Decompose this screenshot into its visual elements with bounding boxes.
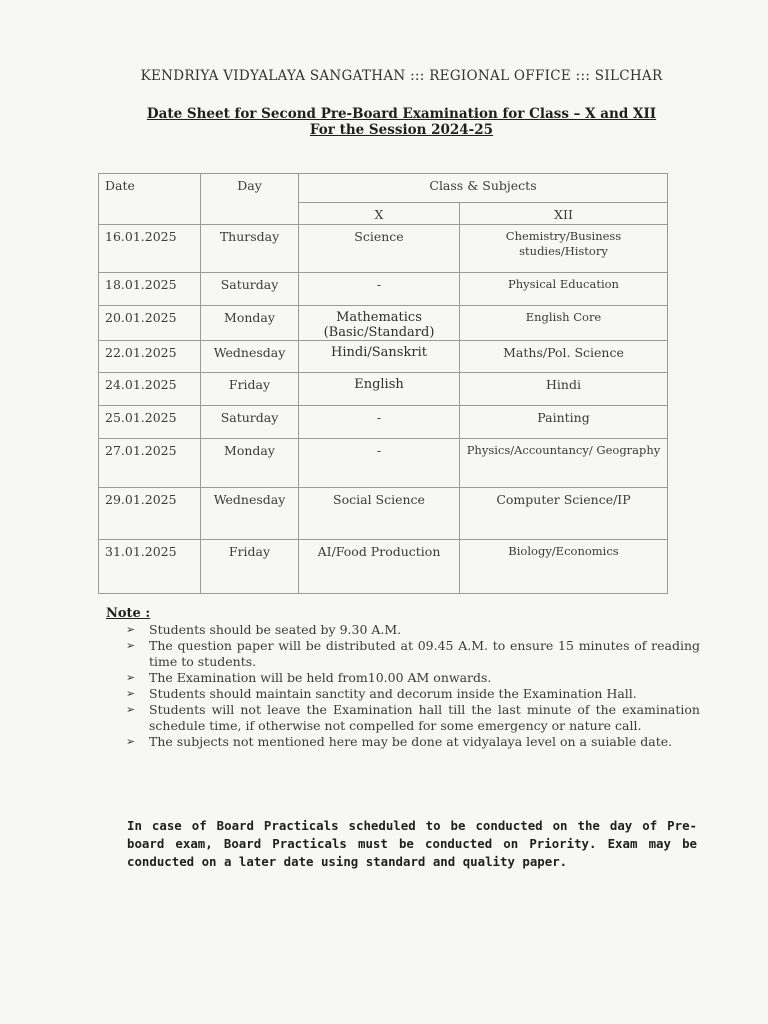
row-date: 20.01.2025 — [99, 306, 201, 341]
row-date: 29.01.2025 — [99, 488, 201, 540]
row-class-x: - — [299, 439, 460, 488]
header-day: Day — [201, 174, 299, 225]
row-class-x: Mathematics (Basic/Standard) — [299, 306, 460, 341]
row-date: 25.01.2025 — [99, 406, 201, 439]
list-item — [126, 670, 700, 686]
note-text: Students will not leave the Examination hall till the last minute of the examination schedule time, if otherwise not compelled for some emergency or nature call. — [149, 702, 700, 733]
row-class-xii: Physics/Accountancy/ Geography — [460, 439, 668, 488]
row-class-x: Hindi/Sanskrit — [299, 341, 460, 373]
row-class-x: Science — [299, 225, 460, 273]
row-day: Monday — [201, 306, 299, 341]
list-item — [126, 686, 700, 702]
row-day: Saturday — [201, 406, 299, 439]
title-line-2: For the Session 2024-25 — [309, 122, 494, 138]
note-text: The question paper will be distributed at 09.45 A.M. to ensure 15 minutes of reading time to students. — [149, 638, 700, 669]
arrow-bullet-icon: ➢ — [126, 703, 136, 716]
list-item — [126, 702, 700, 734]
table-row — [99, 341, 668, 373]
row-class-x: - — [299, 406, 460, 439]
row-day: Saturday — [201, 273, 299, 306]
arrow-bullet-icon: ➢ — [126, 671, 136, 684]
row-day: Friday — [201, 540, 299, 594]
row-date: 24.01.2025 — [99, 373, 201, 406]
arrow-bullet-icon: ➢ — [126, 735, 136, 748]
note-text: The Examination will be held from10.00 AM onwards. — [149, 670, 492, 685]
table-row — [99, 373, 668, 406]
row-day: Thursday — [201, 225, 299, 273]
row-class-xii: English Core — [460, 306, 668, 341]
document-title — [0, 106, 768, 138]
row-day: Wednesday — [201, 341, 299, 373]
row-class-xii: Painting — [460, 406, 668, 439]
row-class-xii: Physical Education — [460, 273, 668, 306]
list-item — [126, 734, 700, 750]
table-row — [99, 225, 668, 273]
list-item — [126, 638, 700, 670]
org-header: KENDRIYA VIDYALAYA SANGATHAN ::: REGIONAL OFFICE ::: SILCHAR — [140, 68, 663, 84]
date-sheet-table — [98, 173, 668, 594]
header-class-subjects: Class & Subjects — [299, 174, 668, 203]
table-row — [99, 488, 668, 540]
arrow-bullet-icon: ➢ — [126, 639, 136, 652]
table-row — [99, 406, 668, 439]
row-date: 22.01.2025 — [99, 341, 201, 373]
row-date: 16.01.2025 — [99, 225, 201, 273]
note-label: Note : — [106, 606, 151, 621]
note-text: The subjects not mentioned here may be done at vidyalaya level on a suiable date. — [149, 734, 673, 749]
arrow-bullet-icon: ➢ — [126, 623, 136, 636]
header-class-x: X — [299, 203, 460, 225]
row-class-x: - — [299, 273, 460, 306]
row-class-xii: Chemistry/Business studies/History — [460, 225, 668, 273]
table-row — [99, 273, 668, 306]
row-day: Wednesday — [201, 488, 299, 540]
note-text: Students should be seated by 9.30 A.M. — [149, 622, 402, 637]
row-date: 27.01.2025 — [99, 439, 201, 488]
row-class-xii: Computer Science/IP — [460, 488, 668, 540]
title-line-1: Date Sheet for Second Pre-Board Examination for Class – X and XII — [146, 106, 657, 122]
table-row — [99, 540, 668, 594]
table-row — [99, 439, 668, 488]
row-day: Monday — [201, 439, 299, 488]
arrow-bullet-icon: ➢ — [126, 687, 136, 700]
note-text: Students should maintain sanctity and decorum inside the Examination Hall. — [149, 686, 637, 701]
row-class-x: Social Science — [299, 488, 460, 540]
table-row — [99, 306, 668, 341]
row-day: Friday — [201, 373, 299, 406]
row-class-xii: Biology/Economics — [460, 540, 668, 594]
header-class-xii: XII — [460, 203, 668, 225]
row-class-x: English — [299, 373, 460, 406]
board-practicals-instruction: In case of Board Practicals scheduled to be conducted on the day of Pre-board exam, Board Practicals must be conducted on Priority. Exam may be conducted on a later date using standard and quality paper. — [127, 818, 697, 869]
header-date: Date — [99, 174, 201, 225]
list-item — [126, 622, 700, 638]
row-date: 31.01.2025 — [99, 540, 201, 594]
row-date: 18.01.2025 — [99, 273, 201, 306]
row-class-xii: Hindi — [460, 373, 668, 406]
row-class-x: AI/Food Production — [299, 540, 460, 594]
row-class-xii: Maths/Pol. Science — [460, 341, 668, 373]
notes-list — [126, 622, 700, 750]
